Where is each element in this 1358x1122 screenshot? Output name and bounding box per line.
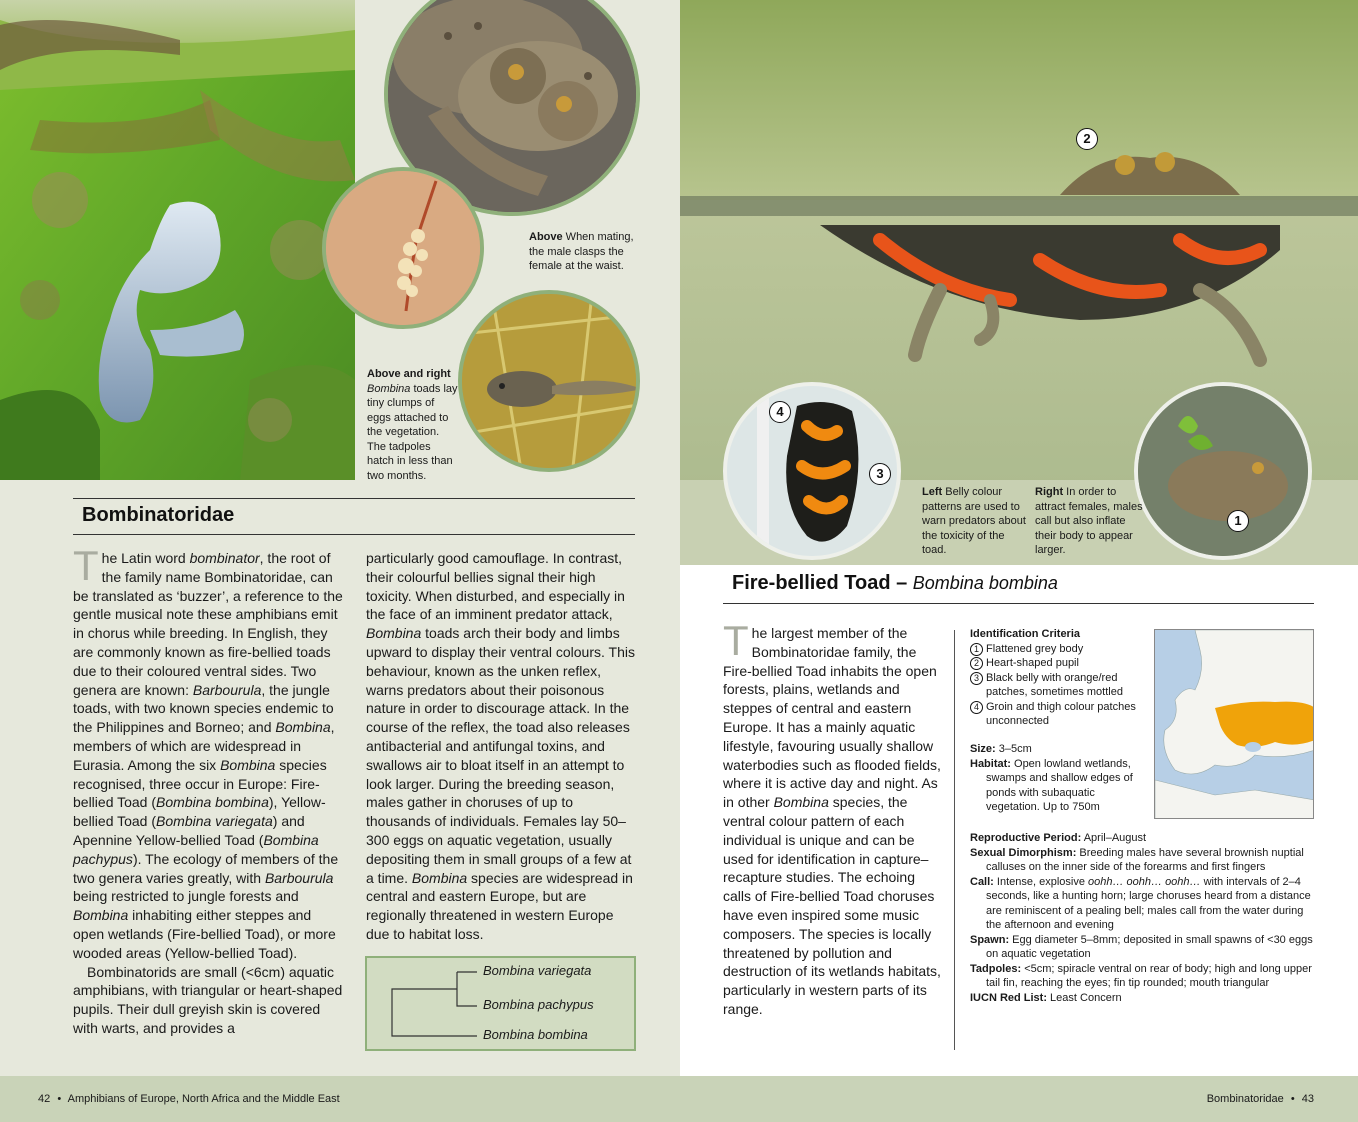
body-column-1 <box>73 542 343 1038</box>
criterion-number: 4 <box>970 701 983 714</box>
italic-run: Bombina <box>275 719 331 736</box>
fact-key: Reproductive Period: <box>970 832 1082 844</box>
id-criterion <box>970 700 1150 729</box>
heading-rule-bottom <box>73 534 635 535</box>
caption-eggs-tadpoles: Above and right Bombina toads lay tiny clumps of eggs attached to the vegetation. The tadpoles hatch in less than two months. <box>367 368 458 482</box>
drop-cap: T <box>723 617 749 664</box>
italic-run: Bombina pachypus <box>73 831 319 867</box>
criterion-text: Black belly with orange/red patches, sometimes mottled <box>986 671 1123 698</box>
fact-key: Tadpoles: <box>970 962 1022 975</box>
text-run: species, the ventral colour pattern of each individual is unique and can be used for identification in capture–recapture studies. The echoing calls of Fire-bellied Toad choruses have even inspired some music composers. The species is locally threatened by pollution and destruction of its wetlands habitats, particularly in western parts of its range. <box>723 794 941 1017</box>
page-number-right: 43 <box>1301 1093 1314 1105</box>
paragraph <box>723 617 943 1019</box>
fact-key: Spawn: <box>970 933 1010 946</box>
fact-value: April–August <box>1081 832 1147 844</box>
identification-criteria <box>970 627 1150 729</box>
text-run: , the root of the family name Bombinatoridae, can be translated as ‘buzzer’, a reference to the gentle musical note these amphibians emit in chorus while breeding. In English, they are commonly known as fire-bellied toads due to their coloured ventral sides. Two genera are known: <box>73 550 343 698</box>
species-heading: Fire-bellied Toad – Bombina bombina <box>732 572 1058 594</box>
italic-run: bombinator <box>189 550 260 566</box>
italic-run: Bombina <box>411 869 468 886</box>
paragraph <box>366 549 638 944</box>
italic-run: Bombina <box>773 794 829 811</box>
criterion-number: 3 <box>970 672 983 685</box>
phylogeny-box <box>365 956 636 1051</box>
italic-run: Bombina bombina <box>156 794 269 811</box>
text-run: particularly good camouflage. In contrast, their colourful bellies signal their high toxicity. When disturbed, and especially in the face of an imminent predator attack, <box>366 550 625 623</box>
italic-run: Bombina <box>73 907 129 924</box>
id-criterion <box>970 642 1150 657</box>
fact-row <box>970 831 1315 846</box>
italic-run: Bombina <box>220 756 276 773</box>
species-body-text <box>723 617 943 1019</box>
calling-toad-photo <box>1134 382 1312 560</box>
criterion-text: Heart-shaped pupil <box>986 657 1079 669</box>
fact-row <box>970 875 1315 933</box>
tree-leaf-bombina: Bombina bombina <box>483 1027 588 1042</box>
text-run: he Latin word <box>101 550 190 566</box>
text-run: being restricted to jungle forests and <box>73 888 299 905</box>
wetland-meadow-photo <box>0 0 355 480</box>
right-footer: Bombinatoridae • 43 <box>680 1076 1358 1122</box>
fact-row <box>970 846 1315 875</box>
section-heading: Bombinatoridae <box>82 504 235 526</box>
species-heading-rule <box>723 603 1314 604</box>
italic-run: Bombina <box>366 625 422 642</box>
heading-rule-top <box>73 498 635 499</box>
text-run: inhabiting either steppes and open wetlands (Fire-bellied Toad), or more wooded areas (Yellow-bellied Toad). <box>73 907 336 961</box>
text-run: species recognised, three occur in Europe: Fire-bellied Toad ( <box>73 756 327 811</box>
criterion-number: 1 <box>970 643 983 656</box>
criterion-text: Flattened grey body <box>986 642 1084 655</box>
text-run: toads arch their body and limbs upward to display their ventral colours. This behaviour, known as the unken reflex, warns predators about their poisonous nature in order to discourage attack. In the course of the reflex, the toad also releases antibacterial and antifungal toxins, and swallows air to bloat itself in an attempt to look larger. During the breeding season, males gather in choruses of up to thousands of individuals. Females lay 50–300 eggs on aquatic vegetation, usually depositing them in small groups of a few at a time. <box>366 625 635 886</box>
fact-value: Open lowland wetlands, swamps and shallow edges of ponds with subaquatic vegetation. Up to 750m <box>986 757 1133 813</box>
fact-key: Size: <box>970 743 996 755</box>
callout-2: 2 <box>1076 128 1098 150</box>
criterion-number: 2 <box>970 657 983 670</box>
drop-cap: T <box>73 542 99 589</box>
fact-row <box>970 757 1150 815</box>
fact-value: Least Concern <box>1047 991 1122 1004</box>
fact-value: with intervals of 2–4 seconds, like a hunting horn; large choruses heard from a distance are reminiscent of a pealing bell; males call from the water during the afternoon and evening <box>986 875 1311 931</box>
caption-left: Left Belly colour patterns are used to warn predators about the toxicity of the toad. <box>922 486 1026 556</box>
fact-key: Call: <box>970 875 994 888</box>
facts-wide <box>970 831 1315 1005</box>
tree-leaf-variegata: Bombina variegata <box>483 963 592 978</box>
book-title: Amphibians of Europe, North Africa and the Middle East <box>67 1093 340 1105</box>
tadpole-photo <box>458 290 640 472</box>
text-run: ) and Apennine Yellow-bellied Toad ( <box>73 813 305 848</box>
paragraph: Bombinatorids are small (<6cm) aquatic amphibians, with triangular or heart-shaped pupils. Their dull greyish skin is covered with warts, and provides a <box>73 963 343 1036</box>
callout-4: 4 <box>769 401 791 423</box>
caption-right: Right In order to attract females, males call but also inflate their body to appear larger. <box>1035 486 1143 556</box>
fact-value: Intense, explosive <box>993 875 1089 888</box>
id-criteria-title: Identification Criteria <box>970 628 1081 640</box>
fact-italic: oohh… oohh… oohh… <box>1088 875 1201 888</box>
criterion-text: Groin and thigh colour patches unconnected <box>986 700 1136 727</box>
text-run: , members of which are widespread in Eurasia. Among the six <box>73 719 335 773</box>
fact-key: IUCN Red List: <box>970 991 1047 1004</box>
callout-3: 3 <box>869 463 891 485</box>
text-run: ). The ecology of members of the two genera varies greatly, with <box>73 850 339 886</box>
tree-leaf-pachypus: Bombina pachypus <box>483 997 594 1012</box>
fact-key: Habitat: <box>970 757 1011 770</box>
text-run: , the jungle toads, with two known species endemic to the Philippines and Borneo; and <box>73 681 334 736</box>
fact-row <box>970 962 1315 991</box>
fact-row <box>970 991 1315 1006</box>
facts-narrow <box>970 742 1150 815</box>
right-page <box>680 0 1358 1122</box>
body-column-2 <box>366 549 638 944</box>
id-criterion <box>970 671 1150 700</box>
italic-run: Barbourula <box>192 681 262 698</box>
paragraph <box>73 542 343 963</box>
fact-value: <5cm; spiracle ventral on rear of body; high and long upper tail fin, reaching the eyes; fin tip rounded; mouth triangular <box>986 962 1312 989</box>
id-criterion <box>970 656 1150 671</box>
text-run: he largest member of the Bombinatoridae family, the Fire-bellied Toad inhabits the open forests, plains, wetlands and steppes of central and eastern Europe. It has a mainly aquatic lifestyle, favouring usually shallow waterbodies such as flooded fields, where it is active day and night. As in other <box>723 625 941 811</box>
italic-run: Barbourula <box>264 869 334 886</box>
caption-mating: Above When mating, the male clasps the female at the waist. <box>529 231 634 272</box>
fact-value: 3–5cm <box>995 743 1032 755</box>
fact-row <box>970 933 1315 962</box>
italic-run: Bombina variegata <box>156 813 273 830</box>
callout-1: 1 <box>1227 510 1249 532</box>
egg-clump-photo <box>322 167 484 329</box>
fact-row <box>970 742 1150 757</box>
chapter-title: Bombinatoridae <box>1206 1093 1284 1105</box>
left-footer: 42 • Amphibians of Europe, North Africa and the Middle East <box>0 1076 680 1122</box>
fact-value: Egg diameter 5–8mm; deposited in small spawns of <30 eggs on aquatic vegetation <box>986 933 1313 960</box>
page-number-left: 42 <box>38 1093 51 1105</box>
fact-value: Breeding males have several brownish nuptial calluses on the inner side of the forearms and first fingers <box>986 846 1304 873</box>
column-divider <box>954 630 955 1050</box>
text-run: ), Yellow-bellied Toad ( <box>73 794 326 830</box>
text-run: species are widespread in central and eastern Europe, but are regionally threatened in western Europe due to habitat loss. <box>366 869 633 942</box>
range-map <box>1154 629 1314 819</box>
fact-key: Sexual Dimorphism: <box>970 846 1077 859</box>
